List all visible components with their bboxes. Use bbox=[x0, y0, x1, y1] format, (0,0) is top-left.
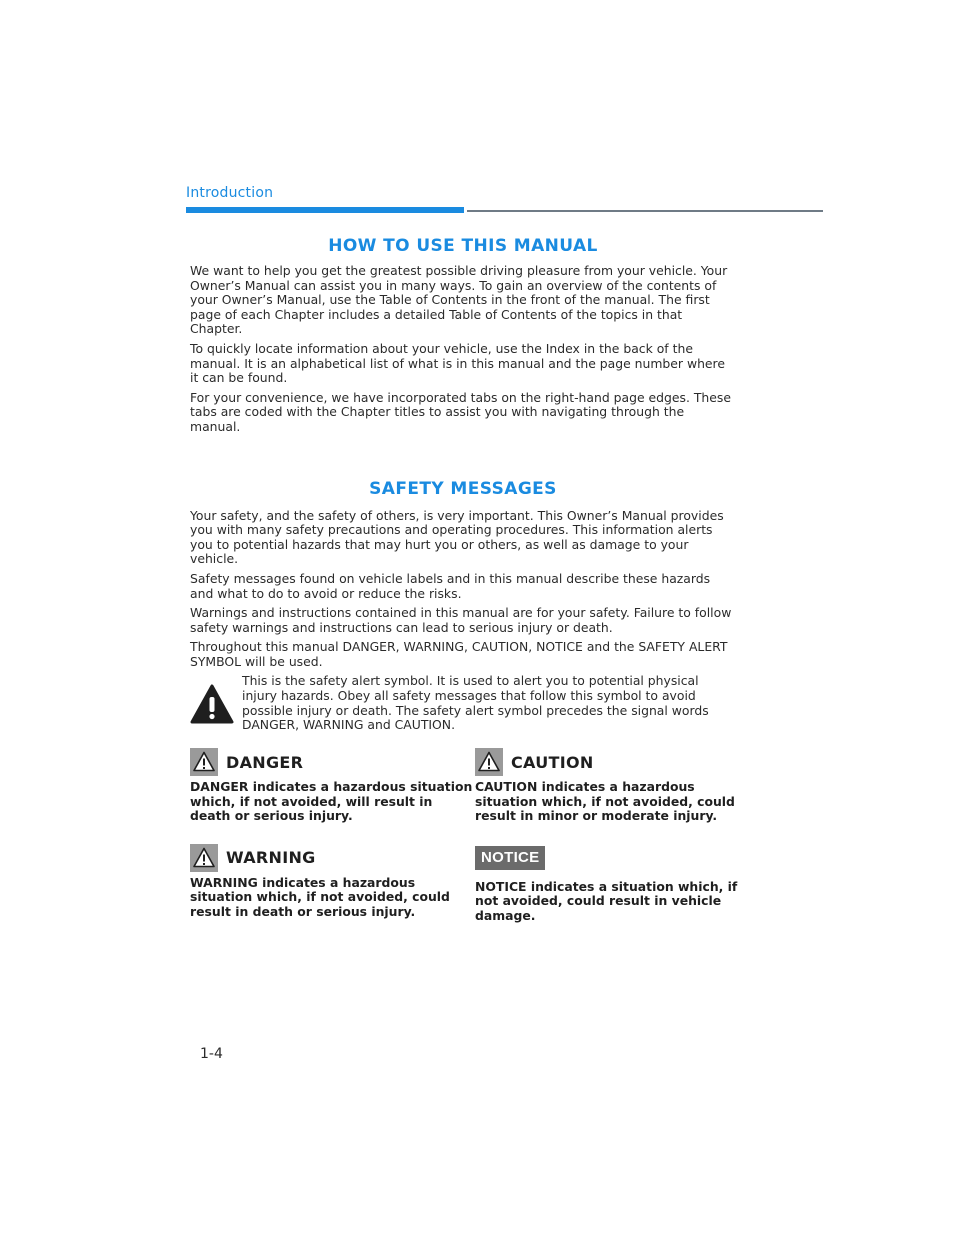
heading-safety-messages: SAFETY MESSAGES bbox=[369, 478, 557, 499]
main-content bbox=[190, 236, 736, 738]
paragraph: Safety messages found on vehicle labels and in this manual describe these hazards and what to do to avoid or reduce the risks. bbox=[190, 570, 711, 601]
caution-block bbox=[475, 748, 750, 824]
header-rule-gray bbox=[467, 210, 823, 212]
danger-block bbox=[190, 748, 475, 824]
safety-alert-text: This is the safety alert symbol. It is used to alert you to potential physical injury hazards. Obey all safety messages that follow this symbol to avoid possible injury or death. The safety alert symbol precedes the signal words DANGER, WARNING and CAUTION. bbox=[242, 673, 709, 733]
paragraph: Warnings and instructions contained in this manual are for your safety. Failure to follow safety warnings and instructions can lead to serious injury or death. bbox=[190, 605, 732, 635]
section-title: Introduction bbox=[186, 185, 274, 201]
caution-label: CAUTION bbox=[511, 752, 594, 772]
paragraph: Throughout this manual DANGER, WARNING, CAUTION, NOTICE and the SAFETY ALERT SYMBOL will be used. bbox=[190, 639, 728, 669]
heading-how-to-use: HOW TO USE THIS MANUAL bbox=[328, 236, 598, 256]
paragraph: To quickly locate information about your vehicle, use the Index in the back of the manual. It is an alphabetical list of what is in this manual and the page number where it can be found. bbox=[190, 340, 725, 386]
warning-block bbox=[190, 844, 475, 924]
signal-word-grid bbox=[190, 748, 750, 924]
warning-text: WARNING indicates a hazardous situation which, if not avoided, could result in death or serious injury. bbox=[190, 874, 450, 919]
paragraph: For your convenience, we have incorporated tabs on the right-hand page edges. These tabs are coded with the Chapter titles to assist you with navigating through the manual. bbox=[190, 389, 731, 434]
caution-text: CAUTION indicates a hazardous situation which, if not avoided, could result in minor or moderate injury. bbox=[475, 779, 735, 824]
danger-text: DANGER indicates a hazardous situation which, if not avoided, will result in death or serious injury. bbox=[190, 779, 473, 824]
notice-block bbox=[475, 844, 750, 924]
warning-triangle-icon bbox=[190, 748, 218, 776]
notice-text: NOTICE indicates a situation which, if not avoided, could result in vehicle damage. bbox=[475, 878, 738, 923]
safety-alert-icon bbox=[190, 674, 242, 728]
warning-triangle-icon bbox=[190, 844, 218, 872]
warning-triangle-icon bbox=[475, 748, 503, 776]
warning-label: WARNING bbox=[226, 848, 316, 868]
safety-alert-row bbox=[190, 674, 736, 737]
notice-label: NOTICE bbox=[475, 846, 545, 870]
header-rule-accent bbox=[186, 207, 464, 213]
paragraph: We want to help you get the greatest possible driving pleasure from your vehicle. Your Owner’s Manual can assist you in many ways. To gain an overview of the contents of your Owner’s Manual, use the Table of Contents in the front of the manual. The first page of each Chapter includes a detailed Table of Contents of the topics in that Chapter. bbox=[190, 263, 728, 337]
paragraph: Your safety, and the safety of others, is very important. This Owner’s Manual provides you with many safety precautions and operating procedures. This information alerts you to potential hazards that may hurt you or others, as well as damage to your vehicle. bbox=[190, 507, 724, 567]
danger-label: DANGER bbox=[226, 752, 304, 772]
page-number: 1-4 bbox=[200, 1046, 223, 1062]
